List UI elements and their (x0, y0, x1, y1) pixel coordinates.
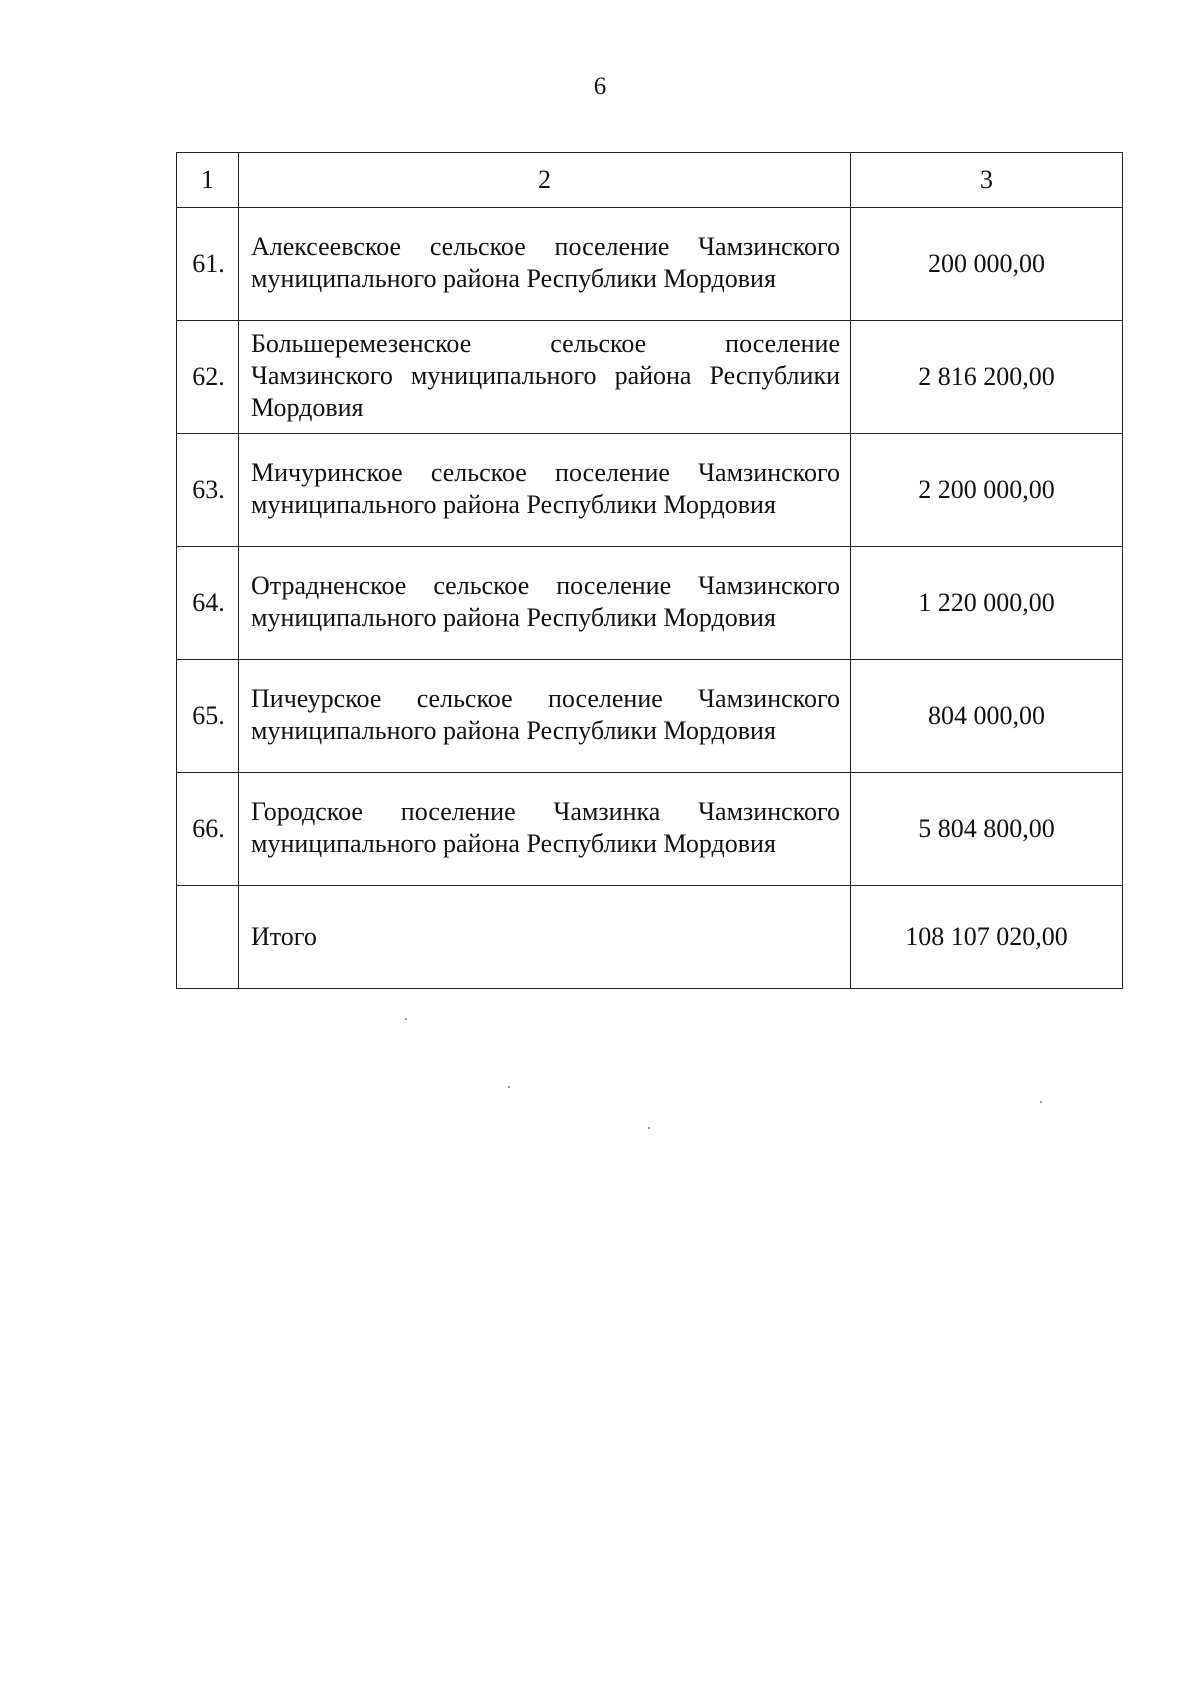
table-row (177, 321, 1123, 434)
row-number: 65. (177, 660, 239, 773)
amount: 200 000,00 (851, 208, 1123, 321)
table-header-row (177, 153, 1123, 208)
settlement-name: Большеремезенское сельское поселение Чамзинского муниципального района Республики Мордовия (239, 321, 851, 434)
allocation-table (176, 152, 1123, 989)
row-number: 63. (177, 434, 239, 547)
amount: 804 000,00 (851, 660, 1123, 773)
settlement-name: Отрадненское сельское поселение Чамзинского муниципального района Республики Мордовия (239, 547, 851, 660)
row-number: 62. (177, 321, 239, 434)
scan-speck (508, 1086, 510, 1088)
settlement-name: Алексеевское сельское поселение Чамзинского муниципального района Республики Мордовия (239, 208, 851, 321)
table-row (177, 547, 1123, 660)
settlement-name: Городское поселение Чамзинка Чамзинского муниципального района Республики Мордовия (239, 773, 851, 886)
table-row (177, 660, 1123, 773)
table-row (177, 773, 1123, 886)
header-cell-2: 2 (239, 153, 851, 208)
scan-speck (405, 1018, 407, 1020)
table-row (177, 208, 1123, 321)
row-number: 66. (177, 773, 239, 886)
total-label: Итого (239, 886, 851, 989)
header-cell-1: 1 (177, 153, 239, 208)
page-number: 6 (593, 73, 607, 100)
settlement-name: Пичеурское сельское поселение Чамзинского муниципального района Республики Мордовия (239, 660, 851, 773)
row-number: 61. (177, 208, 239, 321)
total-row (177, 886, 1123, 989)
settlement-name: Мичуринское сельское поселение Чамзинского муниципального района Республики Мордовия (239, 434, 851, 547)
scan-speck (1040, 1101, 1042, 1103)
scan-speck (648, 1127, 650, 1129)
table-row (177, 434, 1123, 547)
total-amount: 108 107 020,00 (851, 886, 1123, 989)
amount: 5 804 800,00 (851, 773, 1123, 886)
total-number (177, 886, 239, 989)
amount: 2 816 200,00 (851, 321, 1123, 434)
amount: 2 200 000,00 (851, 434, 1123, 547)
amount: 1 220 000,00 (851, 547, 1123, 660)
header-cell-3: 3 (851, 153, 1123, 208)
row-number: 64. (177, 547, 239, 660)
